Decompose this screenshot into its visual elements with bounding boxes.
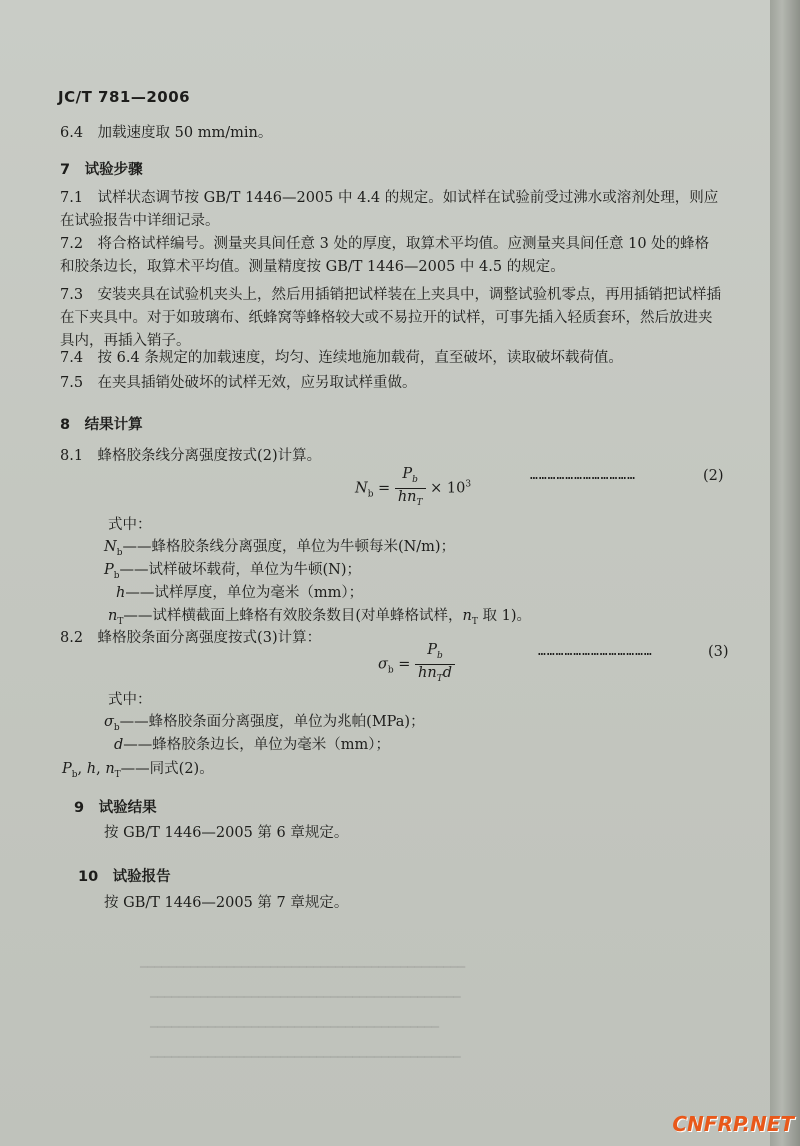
section-9-body: 按 GB/T 1446—2005 第 6 章规定。	[104, 825, 349, 841]
clause-7-4: 7.4 按 6.4 条规定的加载速度，均匀、连续地施加载荷，直至破坏，读取破坏载荷值。	[60, 350, 623, 366]
clause-7-3-line3: 具内，再插入销子。	[60, 333, 191, 349]
bleed-through-text: ━━━━━━━━━━━━━━━━━━━━━━━━━━━━━━━━━━━━━━━━━━━━━	[140, 960, 466, 974]
where-label-1: 式中：	[108, 517, 152, 533]
def-h: h——试样厚度，单位为毫米（mm）；	[116, 585, 364, 601]
clause-6-4: 6.4 加载速度取 50 mm/min。	[60, 125, 273, 141]
bleed-through-text-3: ━━━━━━━━━━━━━━━━━━━━━━━━━━━━━━━━━━━━━━━━	[150, 1020, 439, 1034]
def-nT-text-end: 取 1)。	[477, 608, 531, 624]
equation-2-number: (2)	[703, 468, 724, 484]
clause-7-1-line1: 7.1 试样状态调节按 GB/T 1446—2005 中 4.4 的规定。如试样在试验前受过沸水或溶剂处理，则应	[60, 190, 719, 206]
equation-3: $\sigma_b$ = $\frac{P_b}{hn_Td}$	[378, 642, 455, 687]
def-Nb-text: ——蜂格胶条线分离强度，单位为牛顿每米(N/m)；	[122, 539, 456, 555]
def-Pb: $P_b——$试样破坏载荷，单位为牛顿(N)；	[104, 562, 362, 581]
def-d: d——蜂格胶条边长，单位为毫米（mm）；	[114, 737, 391, 753]
where-label-2: 式中：	[108, 692, 152, 708]
def-nT-text: ——试样横截面上蜂格有效胶条数目(对单蜂格试样，	[123, 608, 463, 624]
def-same-text: ——同式(2)。	[120, 761, 214, 777]
section-8-heading: 8 结果计算	[60, 417, 143, 433]
clause-8-2: 8.2 蜂格胶条面分离强度按式(3)计算：	[60, 630, 322, 646]
def-same: $P_b$, h, $n_T——$同式(2)。	[62, 761, 214, 780]
bleed-through-text-2: ━━━━━━━━━━━━━━━━━━━━━━━━━━━━━━━━━━━━━━━━━━━	[150, 990, 461, 1004]
clause-7-1-line2: 在试验报告中详细记录。	[60, 213, 220, 229]
clause-7-2-line1: 7.2 将合格试样编号。测量夹具间任意 3 处的厚度，取算术平均值。应测量夹具间任意 10 处的蜂格	[60, 236, 710, 252]
equation-2-leader: ………………………………	[530, 468, 636, 483]
site-watermark: CNFRP.NET	[672, 1112, 794, 1136]
clause-8-1: 8.1 蜂格胶条线分离强度按式(2)计算。	[60, 448, 322, 464]
page-binding-edge	[770, 0, 800, 1146]
def-sigma-text: ——蜂格胶条面分离强度，单位为兆帕(MPa)；	[119, 714, 425, 730]
def-h-text: ——试样厚度，单位为毫米（mm）；	[125, 585, 364, 601]
def-Nb: $N_b——$蜂格胶条线分离强度，单位为牛顿每米(N/m)；	[104, 539, 456, 558]
section-10-heading: 10 试验报告	[78, 869, 171, 885]
def-sigma: $\sigma_b——$蜂格胶条面分离强度，单位为兆帕(MPa)；	[104, 714, 425, 733]
section-9-heading: 9 试验结果	[74, 800, 157, 816]
clause-7-5: 7.5 在夹具插销处破坏的试样无效，应另取试样重做。	[60, 375, 417, 391]
section-10-body: 按 GB/T 1446—2005 第 7 章规定。	[104, 895, 349, 911]
equation-3-leader: …………………………………	[538, 644, 653, 659]
bleed-through-text-4: ━━━━━━━━━━━━━━━━━━━━━━━━━━━━━━━━━━━━━━━━━━━	[150, 1050, 461, 1064]
def-Pb-text: ——试样破坏载荷，单位为牛顿(N)；	[119, 562, 362, 578]
equation-2: $N_b$ = $\frac{P_b}{hn_T}$ × $10^3$	[355, 466, 472, 508]
clause-7-2-line2: 和胶条边长，取算术平均值。测量精度按 GB/T 1446—2005 中 4.5 的规定。	[60, 259, 565, 275]
clause-7-3-line2: 在下夹具中。对于如玻璃布、纸蜂窝等蜂格较大或不易拉开的试样，可事先插入轻质套环，然后放进夹	[60, 310, 713, 326]
def-d-text: ——蜂格胶条边长，单位为毫米（mm）；	[123, 737, 391, 753]
def-nT: $n_T——$试样横截面上蜂格有效胶条数目(对单蜂格试样，$n_T$ 取 1)。	[108, 608, 531, 627]
clause-7-3-line1: 7.3 安装夹具在试验机夹头上，然后用插销把试样装在上夹具中，调整试验机零点，再用插销把试样插	[60, 287, 722, 303]
equation-3-number: (3)	[708, 644, 729, 660]
standard-code: JC/T 781—2006	[58, 88, 191, 106]
section-7-heading: 7 试验步骤	[60, 162, 143, 178]
